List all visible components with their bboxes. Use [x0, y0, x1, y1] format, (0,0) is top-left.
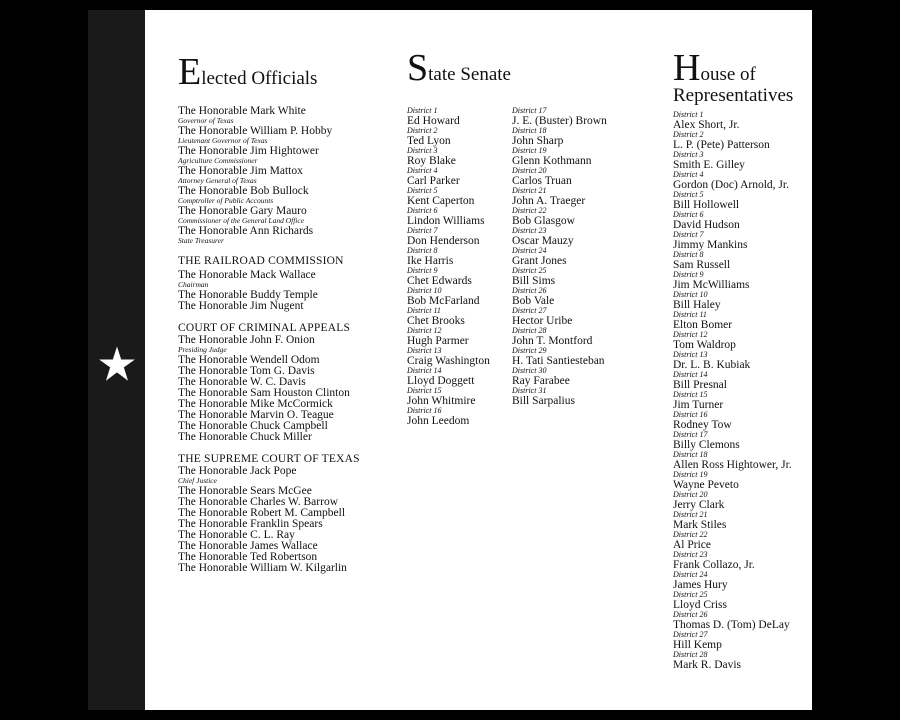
member-name: Oscar Mauzy — [512, 234, 574, 247]
district-label: District 23 — [512, 226, 547, 235]
official-name: The Honorable Mike McCormick — [178, 398, 333, 410]
district-label: District 20 — [512, 166, 547, 175]
official-name: The Honorable James Wallace — [178, 540, 318, 552]
district-label: District 2 — [407, 126, 438, 135]
official-name: The Honorable Wendell Odom — [178, 354, 320, 366]
district-label: District 12 — [673, 330, 708, 339]
member-name: Ray Farabee — [512, 374, 570, 387]
member-name: L. P. (Pete) Patterson — [673, 138, 770, 151]
state-senate-column — [407, 47, 617, 427]
official-name: The Honorable Ted Robertson — [178, 551, 318, 563]
member-name: Kent Caperton — [407, 194, 475, 207]
member-name: Roy Blake — [407, 154, 456, 167]
district-label: District 15 — [673, 390, 708, 399]
district-label: District 4 — [673, 170, 704, 179]
official-name: The Honorable W. C. Davis — [178, 376, 306, 388]
district-label: District 18 — [673, 450, 708, 459]
district-label: District 25 — [512, 266, 547, 275]
house-heading-line2: Representatives — [673, 85, 794, 106]
district-label: District 10 — [407, 286, 442, 295]
member-name: John Whitmire — [407, 394, 476, 407]
house-list — [673, 111, 813, 671]
district-label: District 4 — [407, 166, 438, 175]
district-label: District 6 — [407, 206, 438, 215]
member-name: Chet Brooks — [407, 314, 465, 327]
member-name: Bill Sarpalius — [512, 394, 575, 407]
official-title: Presiding Judge — [178, 345, 227, 354]
district-label: District 6 — [673, 210, 704, 219]
member-name: John T. Montford — [512, 334, 593, 347]
district-label: District 29 — [512, 346, 547, 355]
district-label: District 9 — [673, 270, 704, 279]
district-label: District 5 — [407, 186, 438, 195]
star-icon — [98, 345, 136, 383]
district-label: District 15 — [407, 386, 442, 395]
member-name: Allen Ross Hightower, Jr. — [673, 458, 792, 471]
official-name: The Honorable Jim Mattox — [178, 165, 303, 177]
member-name: Bill Sims — [512, 274, 556, 287]
official-name: The Honorable Mark White — [178, 105, 306, 117]
criminal-heading: COURT OF CRIMINAL APPEALS — [178, 322, 351, 334]
district-label: District 2 — [673, 130, 704, 139]
member-name: Bob McFarland — [407, 294, 480, 307]
official-title: Comptroller of Public Accounts — [178, 196, 274, 205]
state-senate-heading: State Senate — [407, 47, 511, 89]
official-name: The Honorable William W. Kilgarlin — [178, 562, 347, 574]
district-label: District 17 — [673, 430, 708, 439]
member-name: Bob Glasgow — [512, 214, 575, 227]
member-name: Lloyd Criss — [673, 598, 727, 611]
member-name: Alex Short, Jr. — [673, 118, 740, 131]
member-name: Lloyd Doggett — [407, 374, 475, 387]
district-label: District 22 — [512, 206, 547, 215]
senate-list-right — [512, 107, 632, 407]
district-label: District 21 — [512, 186, 547, 195]
member-name: Jerry Clark — [673, 498, 725, 511]
official-title: Governor of Texas — [178, 116, 234, 125]
supreme-heading: THE SUPREME COURT OF TEXAS — [178, 453, 360, 465]
member-name: Ed Howard — [407, 114, 460, 127]
member-name: Smith E. Gilley — [673, 158, 745, 171]
district-label: District 24 — [673, 570, 708, 579]
official-name: The Honorable C. L. Ray — [178, 529, 295, 541]
official-title: Agriculture Commissioner — [178, 156, 258, 165]
elected-officials-heading: Elected Officials — [178, 51, 318, 93]
district-label: District 7 — [673, 230, 704, 239]
official-name: The Honorable Mack Wallace — [178, 269, 316, 281]
member-name: Hector Uribe — [512, 314, 573, 327]
district-label: District 16 — [673, 410, 708, 419]
official-title: State Treasurer — [178, 236, 224, 245]
official-title: Chairman — [178, 280, 209, 289]
official-name: The Honorable Franklin Spears — [178, 518, 323, 530]
district-label: District 27 — [512, 306, 547, 315]
member-name: Mark R. Davis — [673, 658, 742, 671]
district-label: District 16 — [407, 406, 442, 415]
member-name: Dr. L. B. Kubiak — [673, 358, 751, 371]
member-name: Carlos Truan — [512, 174, 572, 187]
district-label: District 10 — [673, 290, 708, 299]
district-label: District 20 — [673, 490, 708, 499]
district-label: District 8 — [407, 246, 438, 255]
member-name: John A. Traeger — [512, 194, 586, 207]
district-label: District 7 — [407, 226, 438, 235]
member-name: Frank Collazo, Jr. — [673, 558, 755, 571]
member-name: Ted Lyon — [407, 134, 451, 147]
official-name: The Honorable Jack Pope — [178, 465, 297, 477]
district-label: District 28 — [512, 326, 547, 335]
district-label: District 31 — [512, 386, 547, 395]
official-name: The Honorable Sam Houston Clinton — [178, 387, 350, 399]
member-name: Don Henderson — [407, 234, 480, 247]
official-name: The Honorable John F. Onion — [178, 334, 315, 346]
official-name: The Honorable Jim Nugent — [178, 300, 304, 312]
district-label: District 9 — [407, 266, 438, 275]
member-name: Glenn Kothmann — [512, 154, 592, 167]
district-label: District 26 — [512, 286, 547, 295]
district-label: District 19 — [673, 470, 708, 479]
criminal-list — [178, 335, 378, 443]
member-name: H. Tati Santiesteban — [512, 354, 605, 367]
member-name: J. E. (Buster) Brown — [512, 114, 607, 127]
district-label: District 25 — [673, 590, 708, 599]
member-name: John Sharp — [512, 134, 564, 147]
district-label: District 13 — [673, 350, 708, 359]
district-label: District 1 — [407, 106, 438, 115]
member-name: Hill Kemp — [673, 638, 722, 651]
official-title: Lieutenant Governor of Texas — [178, 136, 268, 145]
official-name: The Honorable Charles W. Barrow — [178, 496, 339, 508]
district-label: District 30 — [512, 366, 547, 375]
member-name: Bill Presnal — [673, 378, 727, 391]
member-name: Wayne Peveto — [673, 478, 739, 491]
official-name: The Honorable Robert M. Campbell — [178, 507, 346, 519]
member-name: Chet Edwards — [407, 274, 472, 287]
district-label: District 22 — [673, 530, 708, 539]
district-label: District 27 — [673, 630, 708, 639]
member-name: Ike Harris — [407, 254, 454, 267]
member-name: Bob Vale — [512, 294, 555, 307]
district-label: District 26 — [673, 610, 708, 619]
senate-list-left — [407, 107, 507, 427]
district-label: District 14 — [673, 370, 708, 379]
member-name: Grant Jones — [512, 254, 567, 267]
district-label: District 11 — [407, 306, 441, 315]
official-name: The Honorable Jim Hightower — [178, 145, 319, 157]
district-label: District 17 — [512, 106, 547, 115]
member-name: Thomas D. (Tom) DeLay — [673, 618, 790, 631]
district-label: District 8 — [673, 250, 704, 259]
member-name: Lindon Williams — [407, 214, 485, 227]
member-name: Sam Russell — [673, 258, 731, 271]
railroad-list — [178, 270, 378, 312]
member-name: Tom Waldrop — [673, 338, 736, 351]
member-name: Jim McWilliams — [673, 278, 750, 291]
official-title: Chief Justice — [178, 476, 217, 485]
officials-list — [178, 106, 378, 245]
member-name: Jim Turner — [673, 398, 724, 411]
district-label: District 3 — [673, 150, 704, 159]
district-label: District 21 — [673, 510, 708, 519]
district-label: District 23 — [673, 550, 708, 559]
official-name: The Honorable Bob Bullock — [178, 185, 309, 197]
member-name: Jimmy Mankins — [673, 238, 748, 251]
member-name: Craig Washington — [407, 354, 490, 367]
house-column — [673, 47, 813, 671]
member-name: David Hudson — [673, 218, 740, 231]
district-label: District 19 — [512, 146, 547, 155]
member-name: Billy Clemons — [673, 438, 740, 451]
official-title: Attorney General of Texas — [178, 176, 257, 185]
member-name: John Leedom — [407, 414, 470, 427]
official-name: The Honorable William P. Hobby — [178, 125, 333, 137]
district-label: District 12 — [407, 326, 442, 335]
official-name: The Honorable Ann Richards — [178, 225, 314, 237]
district-label: District 24 — [512, 246, 547, 255]
member-name: Carl Parker — [407, 174, 460, 187]
house-heading: House of — [673, 47, 756, 89]
district-label: District 1 — [673, 110, 704, 119]
member-name: Mark Stiles — [673, 518, 727, 531]
member-name: James Hury — [673, 578, 728, 591]
district-label: District 11 — [673, 310, 707, 319]
district-label: District 13 — [407, 346, 442, 355]
district-label: District 18 — [512, 126, 547, 135]
district-label: District 3 — [407, 146, 438, 155]
member-name: Elton Bomer — [673, 318, 733, 331]
member-name: Rodney Tow — [673, 418, 732, 431]
member-name: Bill Hollowell — [673, 198, 740, 211]
official-name: The Honorable Tom G. Davis — [178, 365, 315, 377]
page — [145, 10, 812, 710]
official-name: The Honorable Chuck Miller — [178, 431, 312, 443]
official-name: The Honorable Gary Mauro — [178, 205, 307, 217]
railroad-heading: THE RAILROAD COMMISSION — [178, 255, 344, 267]
official-title: Commissioner of the General Land Office — [178, 216, 305, 225]
district-label: District 28 — [673, 650, 708, 659]
supreme-list — [178, 466, 378, 574]
district-label: District 14 — [407, 366, 442, 375]
member-name: Al Price — [673, 538, 712, 551]
official-name: The Honorable Buddy Temple — [178, 289, 318, 301]
official-name: The Honorable Chuck Campbell — [178, 420, 328, 432]
district-label: District 5 — [673, 190, 704, 199]
elected-officials-column — [178, 51, 378, 574]
official-name: The Honorable Marvin O. Teague — [178, 409, 334, 421]
member-name: Gordon (Doc) Arnold, Jr. — [673, 178, 789, 191]
member-name: Bill Haley — [673, 298, 721, 311]
official-name: The Honorable Sears McGee — [178, 485, 312, 497]
member-name: Hugh Parmer — [407, 334, 469, 347]
